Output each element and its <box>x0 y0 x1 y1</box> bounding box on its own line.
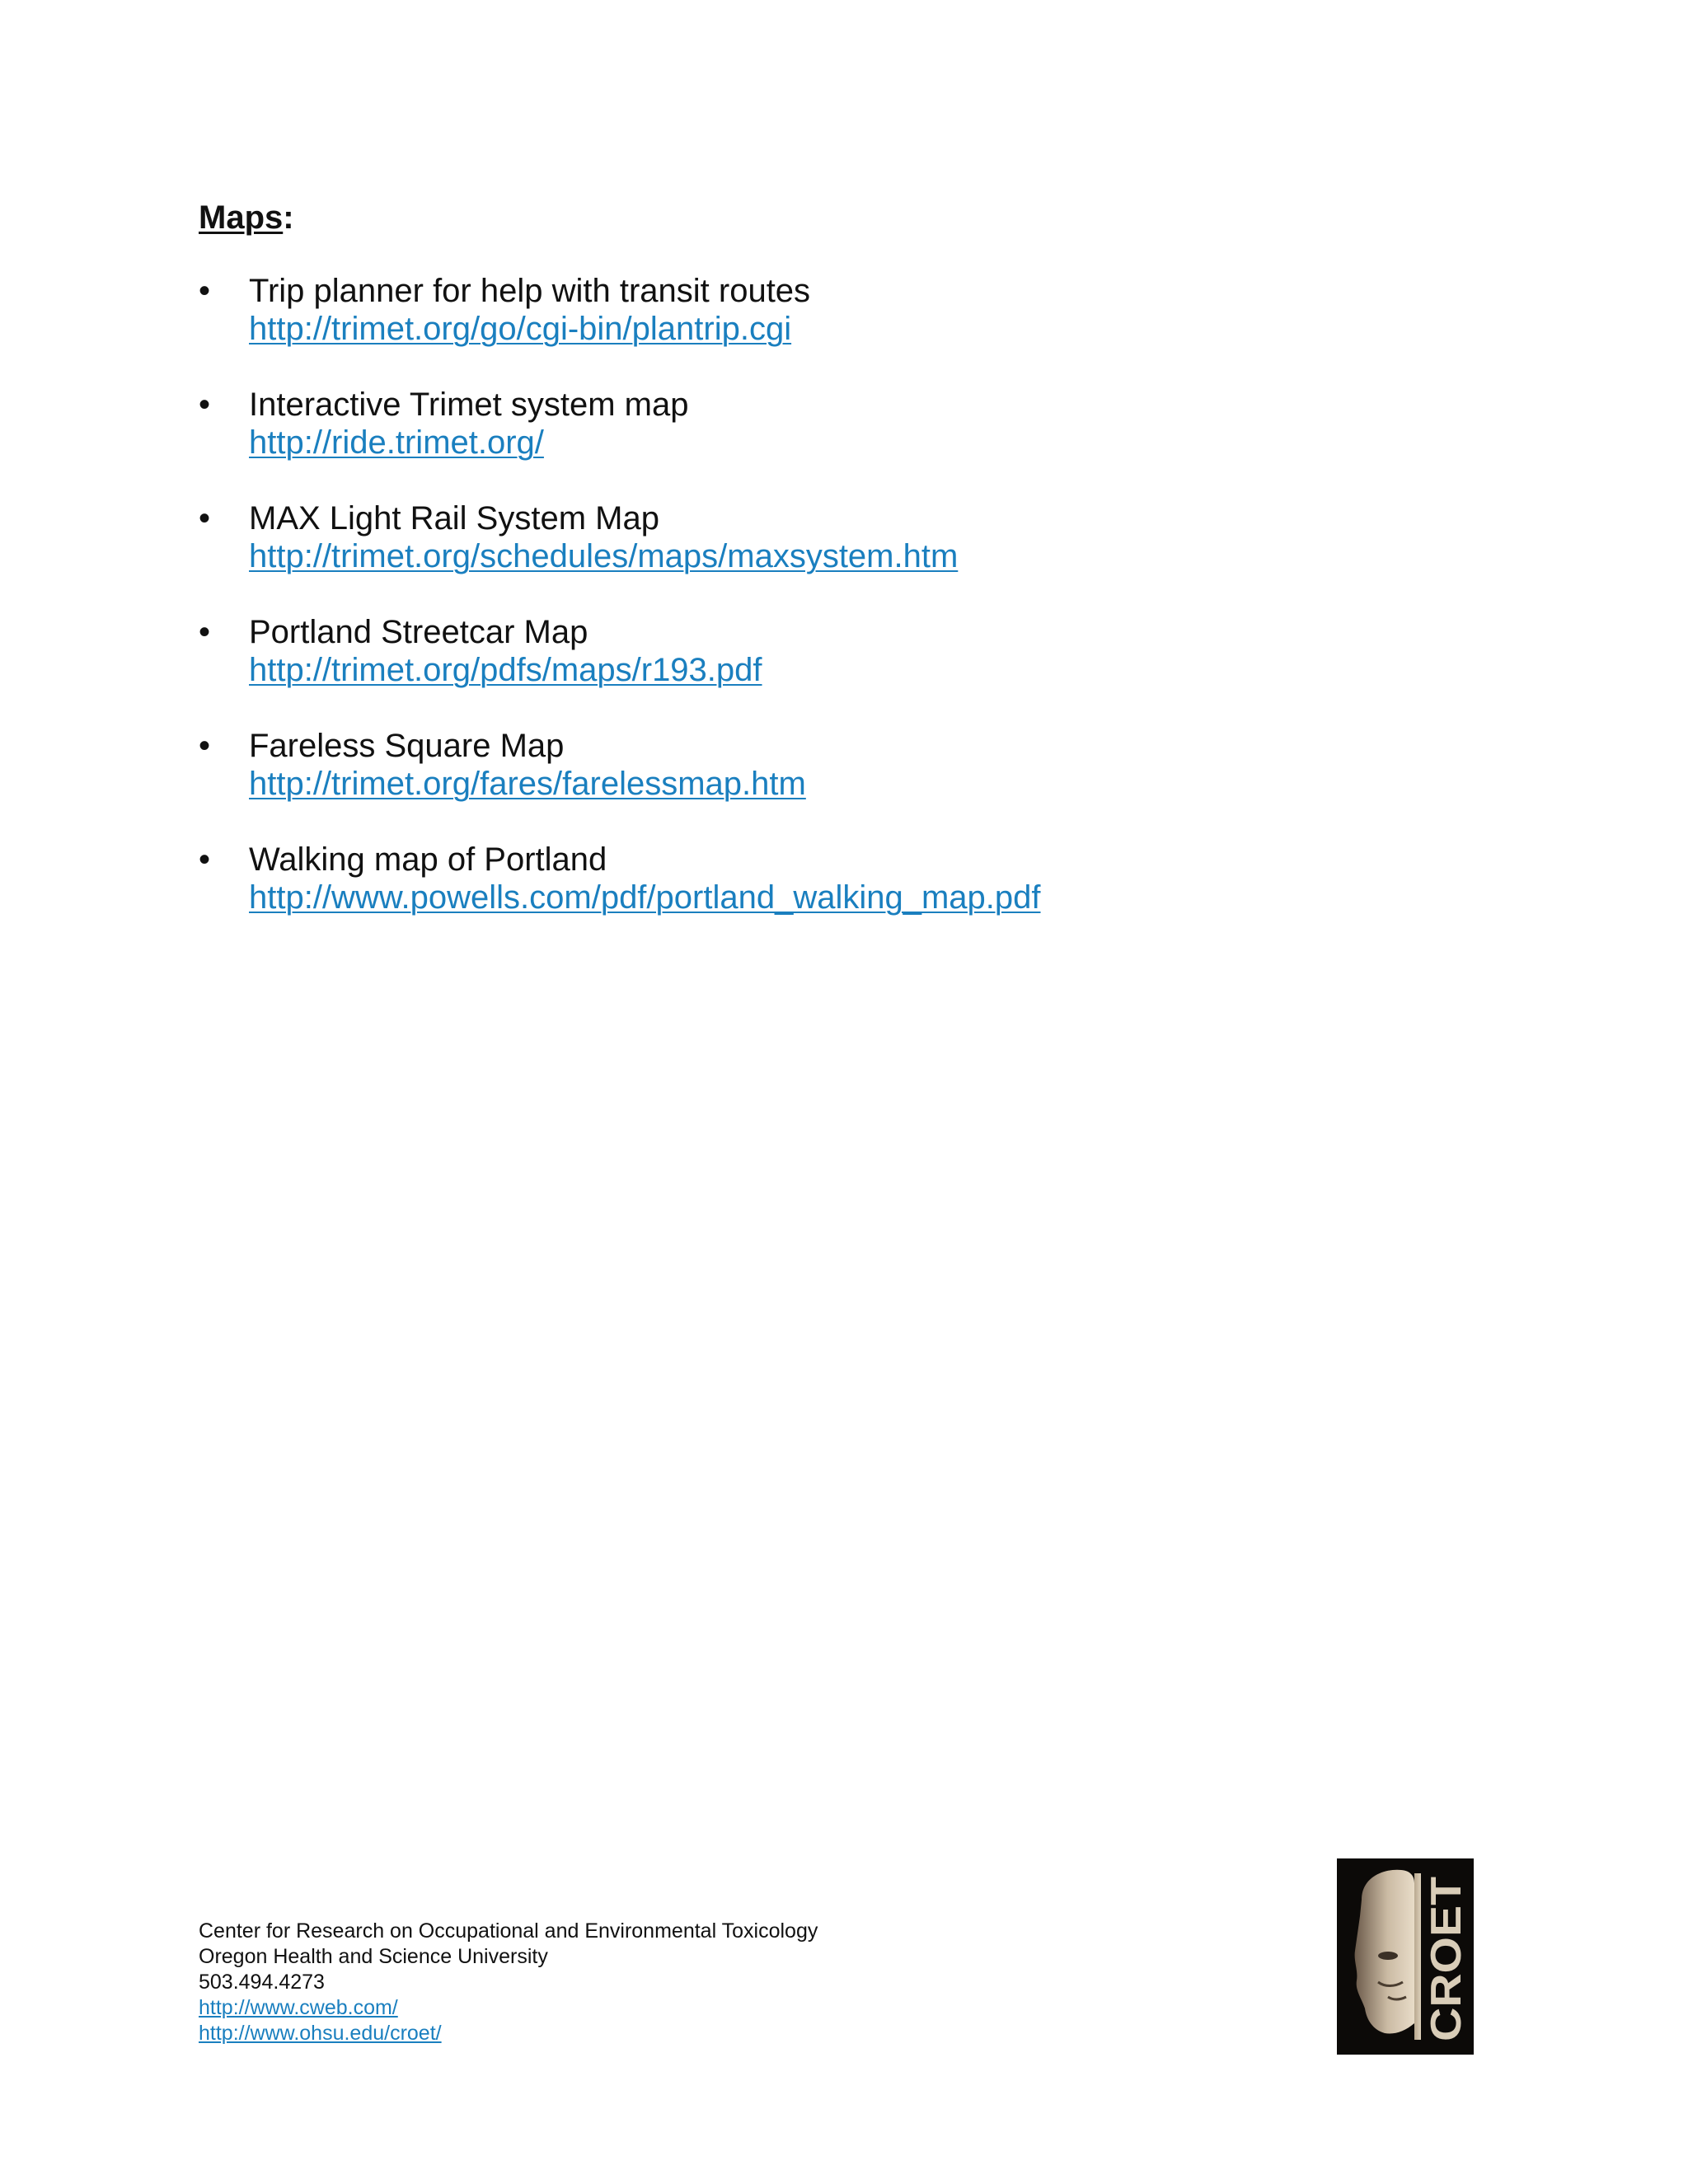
item-title: MAX Light Rail System Map <box>249 500 659 537</box>
page-title <box>199 196 294 239</box>
footer-phone: 503.494.4273 <box>199 1971 325 1994</box>
footer-link-cweb[interactable]: http://www.cweb.com/ <box>199 1996 398 2019</box>
footer-organization: Center for Research on Occupational and Environmental Toxicology <box>199 1919 818 1943</box>
item-link[interactable]: http://trimet.org/fares/farelessmap.htm <box>249 766 806 802</box>
croet-logo-graphic <box>1337 1858 1474 2055</box>
item-link[interactable]: http://trimet.org/pdfs/maps/r193.pdf <box>249 652 762 688</box>
item-title: Interactive Trimet system map <box>249 387 689 423</box>
logo-text: CROET <box>1423 1891 1470 2041</box>
bullet-icon: • <box>199 728 211 764</box>
bullet-icon: • <box>199 614 211 650</box>
item-link[interactable]: http://trimet.org/schedules/maps/maxsystem.htm <box>249 538 959 574</box>
footer-link-croet[interactable]: http://www.ohsu.edu/croet/ <box>199 2022 442 2045</box>
bullet-icon: • <box>199 841 211 878</box>
footer-university: Oregon Health and Science University <box>199 1945 548 1968</box>
list-item <box>199 386 1435 499</box>
list-item <box>199 499 1435 613</box>
map-list <box>199 272 1435 954</box>
heading-colon: : <box>283 199 294 236</box>
item-title: Walking map of Portland <box>249 841 607 878</box>
item-link[interactable]: http://ride.trimet.org/ <box>249 424 544 461</box>
list-item <box>199 841 1435 954</box>
item-title: Portland Streetcar Map <box>249 614 588 650</box>
item-link[interactable]: http://www.powells.com/pdf/portland_walking_map.pdf <box>249 879 1041 916</box>
list-item <box>199 613 1435 727</box>
list-item <box>199 727 1435 841</box>
list-item <box>199 272 1435 386</box>
item-link[interactable]: http://trimet.org/go/cgi-bin/plantrip.cgi <box>249 311 792 347</box>
footer <box>199 1919 818 2046</box>
bullet-icon: • <box>199 273 211 309</box>
item-title: Trip planner for help with transit routes <box>249 273 811 309</box>
bullet-icon: • <box>199 500 211 537</box>
item-title: Fareless Square Map <box>249 728 565 764</box>
heading-word: Maps <box>199 199 284 236</box>
bullet-icon: • <box>199 387 211 423</box>
croet-logo <box>1337 1858 1474 2055</box>
